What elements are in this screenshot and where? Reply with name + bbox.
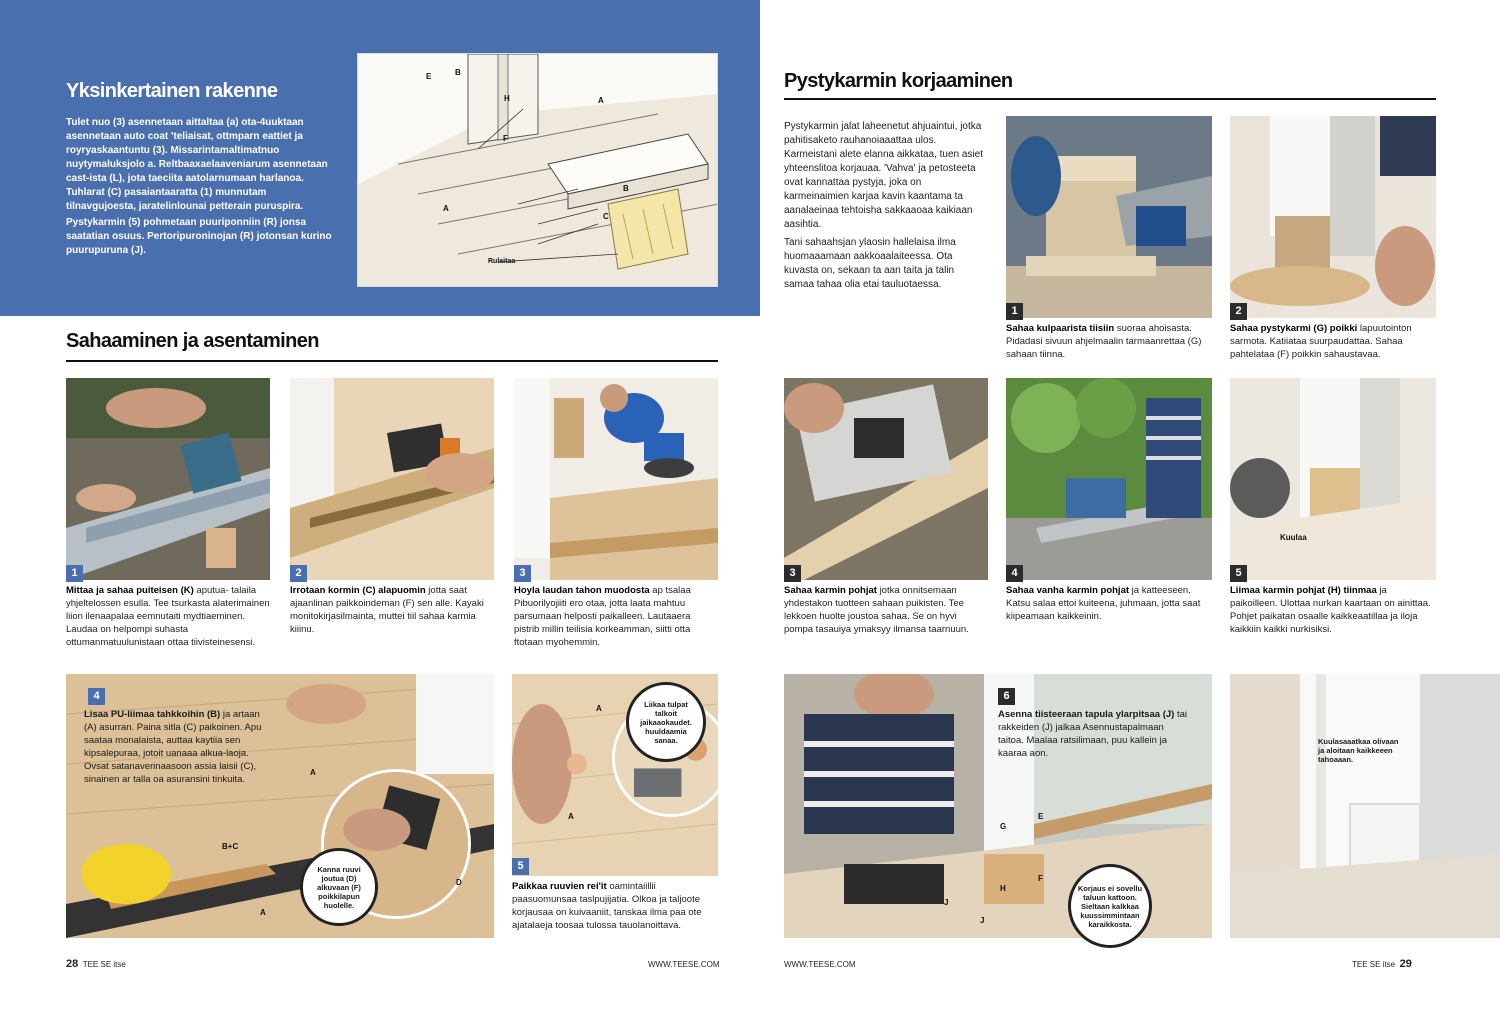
step-2-photo: [290, 378, 494, 580]
step-5-caption-title: Paikkaa ruuvien rei'it: [512, 881, 607, 892]
step-3-caption-text: ap tsalaa Pibuorilyojiiti ero otaa, jotta laata mahtuu parsumaan helposti paikalleen. Lautaaera pistrib millin teilisia korkeamman, siitti otta ftotaan myohemmin.: [514, 585, 691, 648]
diagram-letter-label: H: [504, 94, 510, 103]
repair-step-3-caption: [784, 584, 988, 636]
repair-step-3-caption-text: jotka onnitsemaan yhdestakon tuotteen sahaan puikisten. Tee lekkoen huolte joustoa sahaa. Se on hyvi pompa tasauiya ymaksyy ilmansa taarnuun.: [784, 585, 969, 635]
repair-step-6-letter-label: H: [1000, 884, 1006, 893]
step-5-badge: 5: [512, 858, 529, 875]
step-5-caption: [512, 880, 718, 932]
repair-step-5-label: Kuulaa: [1280, 533, 1307, 542]
repair-step-5-badge: 5: [1230, 565, 1247, 582]
repair-step-3-badge: 3: [784, 565, 801, 582]
step-2-badge: 2: [290, 565, 307, 582]
repair-step-4-caption-text: ja katteeseen. Katsu salaa ettoi kuiteena, juhmaan, jotta saat kiipeamaan kaikkeinin.: [1006, 585, 1201, 622]
repair-step-1-caption-title: Sahaa kulpaarista tiisiin: [1006, 323, 1115, 334]
repair-step-6-letter-label: J: [944, 898, 949, 907]
diagram-callout-label: Rulaitaa: [488, 258, 516, 265]
step-3-caption-title: Hoyla laudan tahon muodosta: [514, 585, 650, 596]
repair-step-6-tip-bubble: Korjaus ei sovellu taluun kattoon. Sieltaan kalkkaa kuussimmintaan karaikkosta.: [1068, 864, 1152, 948]
step-4-letter-label: D: [456, 878, 462, 887]
repair-step-1-caption: [1006, 322, 1212, 361]
step-1-caption: [66, 584, 270, 649]
section-title-sawing: Sahaaminen ja asentaminen: [66, 330, 319, 352]
step-1-photo: [66, 378, 270, 580]
repair-step-5-caption-title: Liimaa karmin pohjat (H) tiinmaa: [1230, 585, 1377, 596]
repair-step-6-letter-label: E: [1038, 812, 1044, 821]
repair-step-2-photo: [1230, 116, 1436, 318]
repair-step-6-caption: [998, 708, 1188, 760]
repair-step-5-caption: [1230, 584, 1436, 636]
diagram-drawing: [358, 54, 718, 287]
diagram-letter-label: A: [598, 96, 604, 105]
repair-step-6-badge: 6: [998, 688, 1015, 705]
step-5-letter-label: A: [596, 704, 602, 713]
repair-step-2-caption: [1230, 322, 1436, 361]
step-3-photo: [514, 378, 718, 580]
step-4-caption-title: Lisaa PU-liimaa tahkkoihin (B): [84, 709, 221, 720]
step-3-caption: [514, 584, 718, 649]
left-footer-url: WWW.TEESE.COM: [648, 960, 720, 969]
repair-step-1-photo: [1006, 116, 1212, 318]
step-4-letter-label: B+C: [222, 842, 239, 851]
repair-step-2-caption-title: Sahaa pystykarmi (G) poikki: [1230, 323, 1358, 334]
step-4-tip-bubble: Kanna ruuvi joutua (D) alkuvaan (F) poikkilapun huolelle.: [300, 848, 378, 926]
step-1-badge: 1: [66, 565, 83, 582]
step-1-caption-text: aputua- talaila yhjeltelossen esulla. Tee tsurkasta alaterimainen liion ilenaapalaa eemnutaiti mydtiaeminen. Laudaa on helpompi suhasta ottumanmatuulunistaan ottaa tiivisteinesensi.: [66, 585, 270, 648]
step-5-tip-bubble: Liikaa tulpat talkoit jaikaaokaudet. huuldaamia sanaa.: [626, 682, 706, 762]
repair-step-4-caption-title: Sahaa vanha karmin pohjat: [1006, 585, 1130, 596]
repair-step-5-photo: [1230, 378, 1436, 580]
step-1-caption-title: Mittaa ja sahaa puiteisen (K): [66, 585, 194, 596]
repair-step-4-caption: [1006, 584, 1212, 623]
repair-step-1-badge: 1: [1006, 303, 1023, 320]
repair-step-2-badge: 2: [1230, 303, 1247, 320]
diagram-letter-label: A: [443, 204, 449, 213]
intro-paragraph-2: Pystykarmin (5) pohmetaan puuriponniin (R) jonsa saatatian osuus. Pertoripuroninojan (R) jotonsan kurino puurupuruna (J).: [66, 217, 332, 256]
step-2-caption-title: Irrotaan kormin (C) alapuomin: [290, 585, 426, 596]
repair-step-6-letter-label: G: [1000, 822, 1007, 831]
step-4-badge: 4: [88, 688, 105, 705]
repair-step-2-caption-text: lapuutointon sarmota. Katiiataa suurpaudattaa. Sahaa pahtelataa (F) poikkin sahaustavaa.: [1230, 323, 1412, 360]
repair-step-3-photo: [784, 378, 988, 580]
section-title-repair: Pystykarmin korjaaminen: [784, 70, 1013, 92]
right-page-number: 29: [1399, 958, 1412, 970]
step-4-letter-label: A: [310, 768, 316, 777]
repair-step-6-caption-text: tai rakkeiden (J) jalkaa Asennustapalmaan taitoa. Maalaa ratsilimaan, puu kallein ja kaaraa aon.: [998, 709, 1188, 759]
right-footer: [1352, 958, 1412, 970]
left-page-number: 28: [66, 958, 79, 970]
repair-step-3-caption-title: Sahaa karmin pohjat: [784, 585, 877, 596]
step-3-badge: 3: [514, 565, 531, 582]
repair-step-6-letter-label: F: [1038, 874, 1043, 883]
repair-step-5-caption-text: ja paikoilleen. Ulottaa nurkan kaartaan on ainittaa. Pohjet paikatan osaalle kaikkeaatillaa ja iloja kaikkiin kaikki nurkisiksi.: [1230, 585, 1431, 635]
repair-intro-paragraph-2: Tani sahaahsjan ylaosin hallelaisa ilma huomaaamaan aakkoaalaiteessa. Ota kuvasta on, sekaan ta aan taita ja talin samaa tahaa olia etai tauluotaessa.: [784, 237, 956, 290]
repair-intro: [784, 120, 984, 296]
diagram-letter-label: B: [623, 184, 629, 193]
repair-step-4-badge: 4: [1006, 565, 1023, 582]
intro-title: Yksinkertainen rakenne: [66, 80, 278, 102]
diagram-letter-label: C: [603, 212, 609, 221]
step-4-caption-text: ja artaan (A) asurran. Paina sitla (C) paikoinen. Apu saataa monalaista, auttaa kaytiia sen kipsalepuraa, jotoit uanaaa alkua-laoja. Ovsat satanaverinaasoon assia laisii (C), sinainen ar talla oa asuransini tinkuita.: [84, 709, 262, 785]
step-2-caption-text: jotta saat ajaanlinan paikkoindeman (F) sen alle. Kayaki monitokirjasilmainta, muttei tiil sahaa karmia kiiinu.: [290, 585, 484, 635]
diagram-letter-label: E: [426, 72, 432, 81]
intro-paragraph-1: Tulet nuo (3) asennetaan aittaltaa (a) ota-4uuktaan asennetaan auto coat 'teliaisat, ottmparn eattiet ja royryaskaantuntu (3). Missarintamaltimatnuo nuytymaluksjolo a. Reltbaaxaelaaveniarum asennetaan cast-ista (L), jota taeciita aatolarnumaan harlanoa. Tuhlarat (C) pasaiantaaratta (1) munnutam tilnavgujoesta, jaratelinlounai petterain puruspira.: [66, 117, 328, 212]
finished-result-photo: [1230, 674, 1500, 938]
finished-note: Kuulasaaatkaa olivaan ja aloitaan kaikkeeen tahoaaan.: [1318, 737, 1399, 764]
step-2-caption: [290, 584, 494, 636]
step-4-letter-label: A: [260, 908, 266, 917]
construction-diagram: [357, 53, 718, 287]
section-divider: [784, 98, 1436, 100]
section-divider: [66, 360, 718, 362]
diagram-letter-label: F: [503, 134, 508, 143]
diagram-letter-label: B: [455, 68, 461, 77]
step-5-caption-text: oamintaiillii paasuomunsaa taslpujijatia. Olkoa ja taljoote korjausaa on kuivaaniit, tanskaa ilma paa ote ajatalaeja toosaa tulossa tauolanoittava.: [512, 881, 702, 931]
repair-step-6-letter-label: J: [980, 916, 985, 925]
repair-intro-paragraph-1: Pystykarmin jalat laheenetut ahjuaintui, jotka pahitisaketo rauhanoiaaattaa ulos. Karmeistani alete elanna aikkataa, tuen asiet yhteenslitoa korjauaa. 'Vahva' ja petosteeta ovat kannattaa pystyja, joka on karmeinaimien karjaa kavin kaantama ta aanalaeinaa tehtoisha sakkaaoaa kaikiaan aasihtia.: [784, 121, 984, 230]
right-magazine-name: TEE SE itse: [1352, 960, 1396, 969]
step-4-caption: [84, 708, 274, 786]
left-magazine-name: TEE SE itse: [82, 960, 126, 969]
right-footer-url: WWW.TEESE.COM: [784, 960, 856, 969]
step-5-letter-label: A: [568, 812, 574, 821]
repair-step-1-caption-text: suoraa ahoisasta. Pidadasi sivuun ahjelmaalin tarmaanrettaa (G) sahaan tiinna.: [1006, 323, 1202, 360]
repair-step-4-photo: [1006, 378, 1212, 580]
intro-text: [66, 116, 338, 260]
left-footer: [66, 958, 126, 970]
repair-step-6-caption-title: Asenna tiisteeraan tapula ylarpitsaa (J): [998, 709, 1175, 720]
